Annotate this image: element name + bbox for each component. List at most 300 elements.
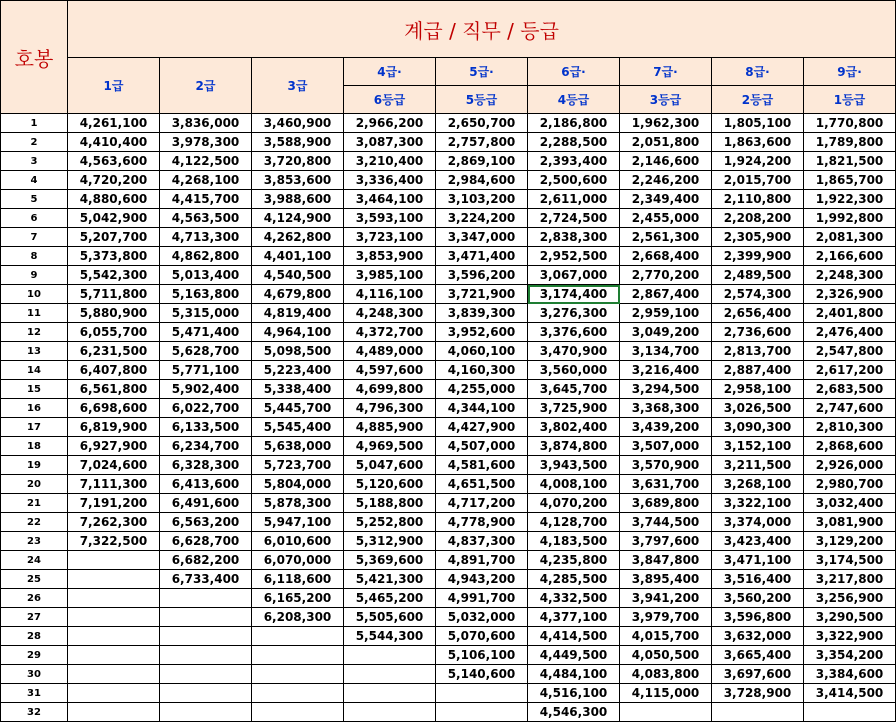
salary-cell[interactable]: 4,880,600 [68,190,160,209]
salary-cell[interactable] [344,703,436,722]
salary-cell[interactable]: 3,087,300 [344,133,436,152]
salary-cell[interactable]: 5,106,100 [436,646,528,665]
salary-cell[interactable]: 4,819,400 [252,304,344,323]
salary-cell[interactable]: 3,721,900 [436,285,528,304]
salary-cell[interactable]: 5,120,600 [344,475,436,494]
salary-cell[interactable]: 1,805,100 [712,114,804,133]
salary-cell[interactable]: 2,305,900 [712,228,804,247]
salary-cell[interactable]: 3,384,600 [804,665,896,684]
salary-cell[interactable]: 5,638,000 [252,437,344,456]
salary-cell[interactable]: 2,617,200 [804,361,896,380]
salary-cell[interactable] [68,608,160,627]
salary-cell[interactable]: 3,853,600 [252,171,344,190]
salary-cell[interactable] [160,646,252,665]
salary-cell[interactable]: 3,290,500 [804,608,896,627]
salary-cell[interactable]: 3,460,900 [252,114,344,133]
step-number-cell[interactable]: 18 [1,437,68,456]
salary-cell[interactable]: 4,015,700 [620,627,712,646]
salary-cell[interactable]: 6,165,200 [252,589,344,608]
salary-cell[interactable] [436,703,528,722]
salary-cell[interactable]: 3,276,300 [528,304,620,323]
salary-cell[interactable]: 4,778,900 [436,513,528,532]
salary-cell[interactable]: 4,344,100 [436,399,528,418]
salary-cell[interactable]: 3,211,500 [712,456,804,475]
salary-cell[interactable]: 5,711,800 [68,285,160,304]
salary-cell[interactable]: 6,208,300 [252,608,344,627]
salary-cell[interactable]: 4,507,000 [436,437,528,456]
step-number-cell[interactable]: 11 [1,304,68,323]
grade-subheader[interactable]: 1등급 [804,86,896,114]
salary-cell[interactable]: 2,489,500 [712,266,804,285]
salary-cell[interactable]: 3,874,800 [528,437,620,456]
salary-cell[interactable]: 5,223,400 [252,361,344,380]
salary-cell[interactable] [68,627,160,646]
salary-cell[interactable] [436,684,528,703]
salary-cell[interactable]: 1,922,300 [804,190,896,209]
salary-cell[interactable]: 4,262,800 [252,228,344,247]
salary-cell[interactable]: 3,941,200 [620,589,712,608]
step-header[interactable]: 호봉 [1,1,68,114]
salary-cell[interactable]: 6,413,600 [160,475,252,494]
salary-cell[interactable]: 2,650,700 [436,114,528,133]
salary-cell[interactable]: 2,561,300 [620,228,712,247]
salary-cell[interactable]: 3,152,100 [712,437,804,456]
salary-cell[interactable]: 1,924,200 [712,152,804,171]
salary-cell[interactable]: 3,596,800 [712,608,804,627]
salary-cell[interactable]: 3,471,400 [436,247,528,266]
salary-cell[interactable]: 3,322,100 [712,494,804,513]
salary-cell[interactable] [68,589,160,608]
salary-cell[interactable]: 4,332,500 [528,589,620,608]
salary-cell[interactable]: 5,947,100 [252,513,344,532]
salary-cell[interactable]: 4,720,200 [68,171,160,190]
step-number-cell[interactable]: 9 [1,266,68,285]
grade-subheader[interactable]: 6등급 [344,86,436,114]
salary-cell[interactable]: 3,839,300 [436,304,528,323]
salary-cell[interactable] [68,551,160,570]
salary-cell[interactable]: 3,376,600 [528,323,620,342]
salary-cell[interactable]: 3,336,400 [344,171,436,190]
salary-cell[interactable]: 5,471,400 [160,323,252,342]
salary-cell[interactable]: 3,847,800 [620,551,712,570]
salary-cell[interactable]: 5,207,700 [68,228,160,247]
salary-cell[interactable]: 6,561,800 [68,380,160,399]
salary-cell[interactable]: 2,051,800 [620,133,712,152]
salary-cell[interactable]: 3,943,500 [528,456,620,475]
grade-header[interactable]: 4급· [344,58,436,86]
salary-cell[interactable] [68,646,160,665]
salary-cell[interactable]: 3,217,800 [804,570,896,589]
salary-cell[interactable]: 5,804,000 [252,475,344,494]
salary-cell[interactable]: 2,668,400 [620,247,712,266]
salary-cell[interactable]: 5,047,600 [344,456,436,475]
salary-cell[interactable]: 6,698,600 [68,399,160,418]
salary-cell[interactable]: 4,128,700 [528,513,620,532]
grade-subheader[interactable]: 4등급 [528,86,620,114]
salary-cell[interactable]: 4,837,300 [436,532,528,551]
salary-cell[interactable]: 4,991,700 [436,589,528,608]
salary-cell[interactable]: 6,682,200 [160,551,252,570]
salary-cell[interactable]: 1,770,800 [804,114,896,133]
salary-cell[interactable]: 4,489,000 [344,342,436,361]
salary-cell[interactable]: 4,540,500 [252,266,344,285]
salary-cell[interactable]: 3,596,200 [436,266,528,285]
salary-cell[interactable]: 2,810,300 [804,418,896,437]
salary-cell[interactable]: 7,191,200 [68,494,160,513]
salary-cell[interactable]: 3,593,100 [344,209,436,228]
salary-cell[interactable]: 3,665,400 [712,646,804,665]
salary-cell[interactable]: 7,111,300 [68,475,160,494]
salary-cell[interactable]: 4,891,700 [436,551,528,570]
step-number-cell[interactable]: 2 [1,133,68,152]
salary-cell[interactable]: 2,476,400 [804,323,896,342]
salary-cell[interactable]: 4,699,800 [344,380,436,399]
salary-cell[interactable]: 6,010,600 [252,532,344,551]
salary-cell[interactable]: 3,294,500 [620,380,712,399]
salary-cell[interactable]: 4,116,100 [344,285,436,304]
salary-cell[interactable]: 3,134,700 [620,342,712,361]
salary-cell[interactable]: 4,261,100 [68,114,160,133]
salary-cell[interactable]: 2,110,800 [712,190,804,209]
salary-cell[interactable]: 4,083,800 [620,665,712,684]
salary-cell[interactable]: 4,255,000 [436,380,528,399]
step-number-cell[interactable]: 17 [1,418,68,437]
step-number-cell[interactable]: 14 [1,361,68,380]
grade-subheader[interactable]: 2등급 [712,86,804,114]
salary-cell[interactable]: 4,410,400 [68,133,160,152]
salary-cell[interactable]: 5,878,300 [252,494,344,513]
step-number-cell[interactable]: 31 [1,684,68,703]
salary-cell[interactable] [252,627,344,646]
step-number-cell[interactable]: 16 [1,399,68,418]
salary-cell[interactable]: 2,757,800 [436,133,528,152]
salary-cell[interactable]: 6,628,700 [160,532,252,551]
salary-cell[interactable]: 5,445,700 [252,399,344,418]
salary-cell[interactable]: 3,216,400 [620,361,712,380]
salary-cell[interactable]: 1,821,500 [804,152,896,171]
salary-cell[interactable]: 4,285,500 [528,570,620,589]
salary-cell[interactable]: 3,268,100 [712,475,804,494]
salary-cell[interactable]: 3,978,300 [160,133,252,152]
salary-cell[interactable]: 2,246,200 [620,171,712,190]
salary-cell[interactable]: 2,869,100 [436,152,528,171]
salary-cell[interactable] [804,703,896,722]
salary-cell[interactable]: 2,747,600 [804,399,896,418]
salary-cell[interactable]: 2,926,000 [804,456,896,475]
salary-cell[interactable]: 6,563,200 [160,513,252,532]
salary-cell[interactable]: 4,717,200 [436,494,528,513]
salary-cell[interactable]: 6,819,900 [68,418,160,437]
salary-cell[interactable]: 3,744,500 [620,513,712,532]
salary-cell[interactable]: 2,683,500 [804,380,896,399]
salary-cell[interactable]: 7,262,300 [68,513,160,532]
salary-cell[interactable]: 5,042,900 [68,209,160,228]
step-number-cell[interactable]: 25 [1,570,68,589]
salary-cell[interactable]: 7,024,600 [68,456,160,475]
salary-cell[interactable]: 4,862,800 [160,247,252,266]
step-number-cell[interactable]: 32 [1,703,68,722]
salary-cell[interactable]: 4,115,000 [620,684,712,703]
salary-cell[interactable]: 6,055,700 [68,323,160,342]
salary-cell[interactable]: 5,032,000 [436,608,528,627]
salary-cell[interactable]: 4,248,300 [344,304,436,323]
step-number-cell[interactable]: 26 [1,589,68,608]
salary-cell[interactable]: 3,354,200 [804,646,896,665]
salary-cell[interactable]: 4,885,900 [344,418,436,437]
salary-cell[interactable]: 2,838,300 [528,228,620,247]
salary-cell[interactable]: 5,542,300 [68,266,160,285]
salary-cell[interactable]: 2,326,900 [804,285,896,304]
salary-cell[interactable]: 2,401,800 [804,304,896,323]
salary-cell[interactable] [68,703,160,722]
salary-cell[interactable]: 2,770,200 [620,266,712,285]
salary-cell[interactable]: 6,022,700 [160,399,252,418]
salary-cell[interactable]: 2,015,700 [712,171,804,190]
salary-cell[interactable]: 3,723,100 [344,228,436,247]
salary-cell[interactable]: 3,471,100 [712,551,804,570]
salary-cell[interactable] [160,665,252,684]
salary-cell[interactable]: 2,166,600 [804,247,896,266]
salary-cell[interactable]: 4,160,300 [436,361,528,380]
step-number-cell[interactable]: 3 [1,152,68,171]
salary-cell[interactable]: 2,724,500 [528,209,620,228]
grade-header[interactable]: 3급 [252,58,344,114]
salary-cell[interactable]: 5,312,900 [344,532,436,551]
salary-cell[interactable]: 6,733,400 [160,570,252,589]
grade-header[interactable]: 7급· [620,58,712,86]
salary-cell[interactable]: 2,455,000 [620,209,712,228]
salary-cell[interactable]: 3,985,100 [344,266,436,285]
salary-cell[interactable]: 6,407,800 [68,361,160,380]
salary-cell[interactable]: 3,802,400 [528,418,620,437]
step-number-cell[interactable]: 6 [1,209,68,228]
salary-cell[interactable]: 2,288,500 [528,133,620,152]
grade-header[interactable]: 8급· [712,58,804,86]
step-number-cell[interactable]: 10 [1,285,68,304]
salary-cell[interactable]: 4,414,500 [528,627,620,646]
salary-cell[interactable]: 6,927,900 [68,437,160,456]
salary-cell[interactable]: 3,090,300 [712,418,804,437]
salary-cell[interactable]: 4,124,900 [252,209,344,228]
salary-cell[interactable]: 3,464,100 [344,190,436,209]
salary-cell[interactable]: 3,374,000 [712,513,804,532]
salary-cell[interactable]: 2,547,800 [804,342,896,361]
salary-cell[interactable]: 3,322,900 [804,627,896,646]
step-number-cell[interactable]: 23 [1,532,68,551]
salary-cell[interactable]: 4,563,600 [68,152,160,171]
step-number-cell[interactable]: 4 [1,171,68,190]
salary-cell[interactable]: 3,049,200 [620,323,712,342]
salary-cell[interactable]: 3,103,200 [436,190,528,209]
salary-cell[interactable]: 4,050,500 [620,646,712,665]
salary-cell[interactable]: 5,465,200 [344,589,436,608]
salary-cell[interactable]: 4,377,100 [528,608,620,627]
salary-cell[interactable]: 3,368,300 [620,399,712,418]
salary-cell[interactable]: 5,369,600 [344,551,436,570]
salary-cell[interactable]: 4,401,100 [252,247,344,266]
salary-cell[interactable]: 4,372,700 [344,323,436,342]
salary-cell[interactable]: 2,736,600 [712,323,804,342]
salary-cell[interactable]: 4,415,700 [160,190,252,209]
step-number-cell[interactable]: 30 [1,665,68,684]
salary-cell[interactable]: 4,070,200 [528,494,620,513]
salary-cell[interactable]: 3,560,000 [528,361,620,380]
step-number-cell[interactable]: 8 [1,247,68,266]
salary-cell[interactable]: 3,988,600 [252,190,344,209]
salary-cell[interactable] [160,589,252,608]
salary-cell[interactable] [252,703,344,722]
salary-cell[interactable]: 5,373,800 [68,247,160,266]
salary-cell[interactable]: 6,118,600 [252,570,344,589]
salary-cell[interactable]: 3,853,900 [344,247,436,266]
salary-cell[interactable]: 3,689,800 [620,494,712,513]
salary-cell[interactable]: 2,081,300 [804,228,896,247]
salary-cell[interactable]: 4,449,500 [528,646,620,665]
salary-cell[interactable]: 5,070,600 [436,627,528,646]
grade-header[interactable]: 5급· [436,58,528,86]
salary-cell[interactable]: 3,570,900 [620,456,712,475]
salary-cell[interactable]: 3,081,900 [804,513,896,532]
salary-cell[interactable]: 3,979,700 [620,608,712,627]
salary-cell[interactable]: 4,008,100 [528,475,620,494]
salary-cell[interactable]: 1,992,800 [804,209,896,228]
salary-cell[interactable]: 5,140,600 [436,665,528,684]
salary-cell[interactable]: 6,070,000 [252,551,344,570]
salary-cell[interactable]: 3,728,900 [712,684,804,703]
salary-cell[interactable] [344,684,436,703]
salary-cell[interactable] [620,703,712,722]
step-number-cell[interactable]: 1 [1,114,68,133]
salary-cell[interactable]: 3,129,200 [804,532,896,551]
salary-cell[interactable]: 5,628,700 [160,342,252,361]
salary-cell[interactable]: 3,067,000 [528,266,620,285]
salary-cell[interactable]: 3,632,000 [712,627,804,646]
step-number-cell[interactable]: 22 [1,513,68,532]
salary-cell[interactable]: 2,958,100 [712,380,804,399]
salary-cell[interactable]: 2,393,400 [528,152,620,171]
grade-subheader[interactable]: 3등급 [620,86,712,114]
salary-cell[interactable]: 2,887,400 [712,361,804,380]
salary-cell[interactable]: 4,546,300 [528,703,620,722]
salary-cell[interactable]: 1,789,800 [804,133,896,152]
salary-cell[interactable] [68,665,160,684]
salary-cell[interactable]: 2,611,000 [528,190,620,209]
step-number-cell[interactable]: 28 [1,627,68,646]
salary-cell[interactable]: 4,796,300 [344,399,436,418]
salary-cell[interactable]: 4,651,500 [436,475,528,494]
salary-cell[interactable]: 4,581,600 [436,456,528,475]
step-number-cell[interactable]: 24 [1,551,68,570]
salary-cell[interactable]: 4,943,200 [436,570,528,589]
step-number-cell[interactable]: 19 [1,456,68,475]
salary-cell[interactable]: 5,880,900 [68,304,160,323]
salary-cell[interactable]: 5,723,700 [252,456,344,475]
salary-cell[interactable]: 5,252,800 [344,513,436,532]
salary-cell[interactable]: 3,347,000 [436,228,528,247]
step-number-cell[interactable]: 5 [1,190,68,209]
salary-cell[interactable]: 6,491,600 [160,494,252,513]
salary-cell[interactable]: 4,597,600 [344,361,436,380]
salary-cell[interactable]: 1,865,700 [804,171,896,190]
salary-cell[interactable]: 2,868,600 [804,437,896,456]
salary-cell[interactable]: 2,186,800 [528,114,620,133]
salary-cell[interactable]: 2,208,200 [712,209,804,228]
step-number-cell[interactable]: 12 [1,323,68,342]
salary-cell[interactable]: 4,235,800 [528,551,620,570]
grade-header[interactable]: 2급 [160,58,252,114]
salary-cell[interactable]: 2,980,700 [804,475,896,494]
table-title[interactable]: 계급 / 직무 / 등급 [68,1,896,58]
salary-cell[interactable] [344,646,436,665]
salary-cell[interactable]: 2,867,400 [620,285,712,304]
salary-cell[interactable]: 5,902,400 [160,380,252,399]
salary-cell[interactable] [68,570,160,589]
salary-cell[interactable]: 3,210,400 [344,152,436,171]
salary-cell[interactable] [712,703,804,722]
grade-header[interactable]: 6급· [528,58,620,86]
salary-cell[interactable]: 2,349,400 [620,190,712,209]
selected-salary-cell[interactable]: 3,174,400 [528,285,620,304]
salary-cell[interactable]: 3,507,000 [620,437,712,456]
step-number-cell[interactable]: 7 [1,228,68,247]
salary-cell[interactable]: 4,060,100 [436,342,528,361]
salary-cell[interactable]: 2,966,200 [344,114,436,133]
salary-cell[interactable]: 3,631,700 [620,475,712,494]
salary-cell[interactable]: 5,544,300 [344,627,436,646]
salary-cell[interactable]: 2,959,100 [620,304,712,323]
salary-cell[interactable]: 5,098,500 [252,342,344,361]
salary-cell[interactable]: 5,421,300 [344,570,436,589]
salary-cell[interactable]: 3,032,400 [804,494,896,513]
salary-cell[interactable]: 6,234,700 [160,437,252,456]
salary-cell[interactable] [344,665,436,684]
salary-cell[interactable] [68,684,160,703]
salary-cell[interactable]: 5,013,400 [160,266,252,285]
grade-header[interactable]: 9급· [804,58,896,86]
salary-cell[interactable]: 5,505,600 [344,608,436,627]
salary-cell[interactable]: 4,122,500 [160,152,252,171]
step-number-cell[interactable]: 15 [1,380,68,399]
salary-cell[interactable] [160,703,252,722]
salary-cell[interactable] [160,608,252,627]
salary-cell[interactable]: 3,895,400 [620,570,712,589]
salary-cell[interactable] [160,684,252,703]
salary-cell[interactable]: 3,423,400 [712,532,804,551]
salary-cell[interactable]: 3,414,500 [804,684,896,703]
salary-cell[interactable]: 3,174,500 [804,551,896,570]
salary-cell[interactable]: 2,656,400 [712,304,804,323]
salary-cell[interactable]: 4,964,100 [252,323,344,342]
salary-cell[interactable]: 2,984,600 [436,171,528,190]
salary-cell[interactable]: 2,399,900 [712,247,804,266]
salary-cell[interactable]: 6,231,500 [68,342,160,361]
salary-cell[interactable]: 4,679,800 [252,285,344,304]
grade-header[interactable]: 1급 [68,58,160,114]
step-number-cell[interactable]: 20 [1,475,68,494]
salary-cell[interactable]: 5,163,800 [160,285,252,304]
salary-cell[interactable] [252,646,344,665]
salary-cell[interactable]: 5,545,400 [252,418,344,437]
salary-cell[interactable]: 1,863,600 [712,133,804,152]
salary-cell[interactable]: 3,470,900 [528,342,620,361]
step-number-cell[interactable]: 13 [1,342,68,361]
salary-cell[interactable]: 4,563,500 [160,209,252,228]
salary-cell[interactable]: 2,813,700 [712,342,804,361]
step-number-cell[interactable]: 27 [1,608,68,627]
salary-cell[interactable]: 3,560,200 [712,589,804,608]
salary-cell[interactable]: 7,322,500 [68,532,160,551]
salary-cell[interactable] [252,665,344,684]
